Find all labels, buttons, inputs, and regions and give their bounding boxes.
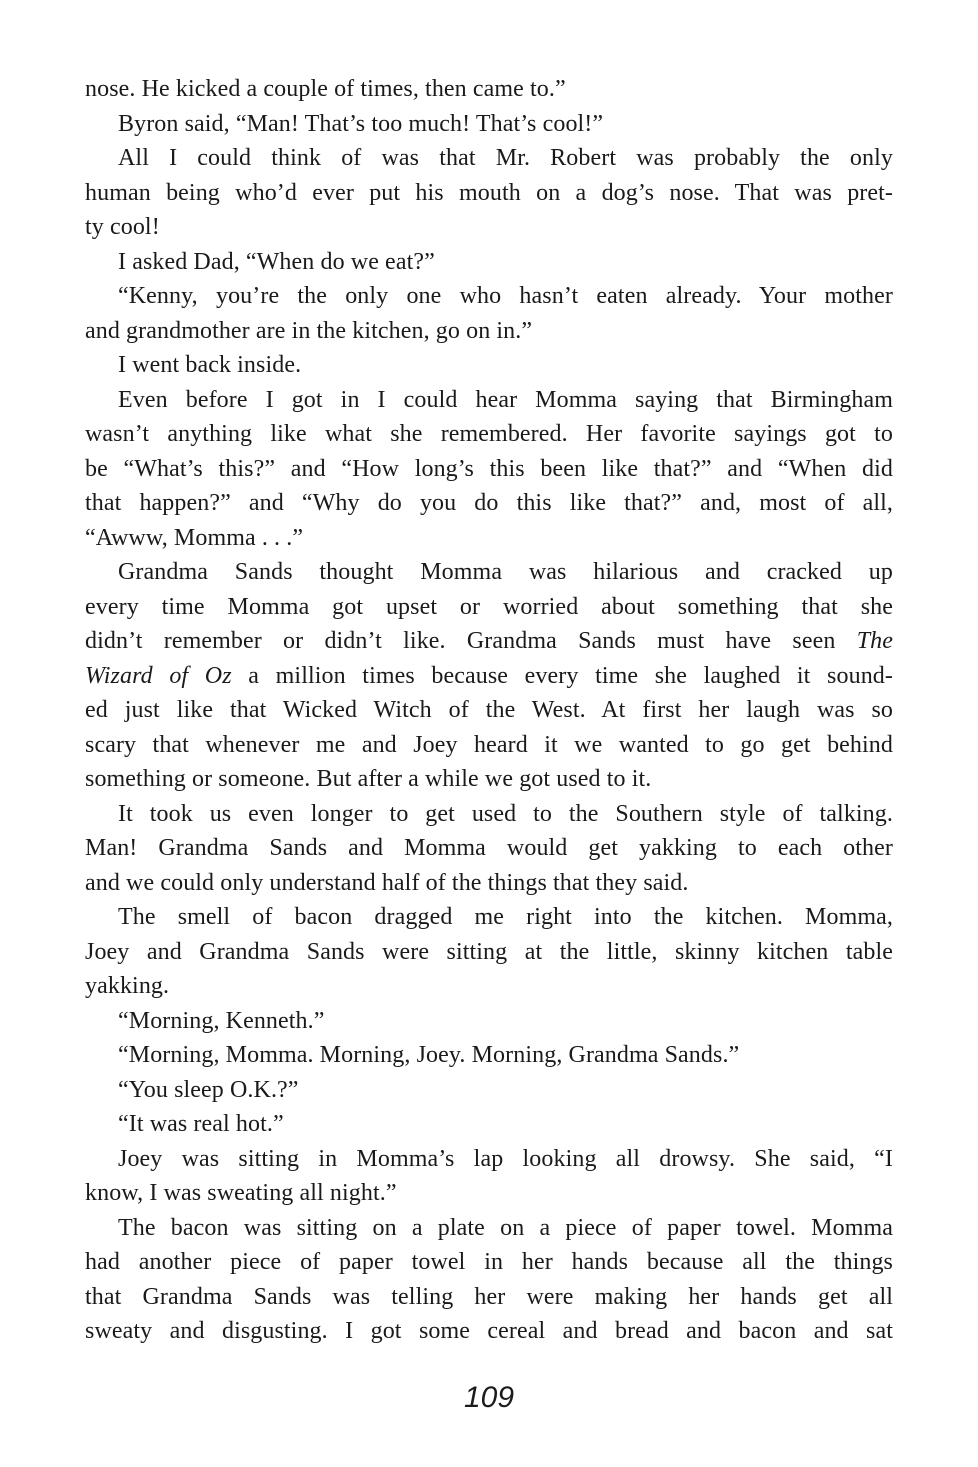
text-line xyxy=(85,107,893,142)
text-run: “Morning, Momma. Morning, Joey. Morning, Grandma Sands.” xyxy=(118,1042,740,1068)
text-line xyxy=(85,486,893,521)
text-run: that happen?” and “Why do you do this like that?” and, most of all, xyxy=(85,490,893,516)
text-line xyxy=(85,831,893,866)
text-line xyxy=(85,555,893,590)
text-line xyxy=(85,1211,893,1246)
text-run: Byron said, “Man! That’s too much! That’s cool!” xyxy=(118,110,604,137)
text-run: yakking. xyxy=(85,973,170,999)
text-run: Man! Grandma Sands and Momma would get yakking to each other xyxy=(85,835,893,861)
text-run: ed just like that Wicked Witch of the West. At first her laugh was so xyxy=(85,697,893,723)
text-line xyxy=(85,1245,893,1280)
text-line xyxy=(85,659,893,694)
text-run: Even before I got in I could hear Momma saying that Birmingham xyxy=(118,386,893,413)
text-line xyxy=(85,1314,893,1349)
text-run: All I could think of was that Mr. Robert was probably the only xyxy=(118,145,893,171)
text-run: be “What’s this?” and “How long’s this been like that?” and “When did xyxy=(85,455,893,482)
text-line xyxy=(85,590,893,625)
text-run: scary that whenever me and Joey heard it we wanted to go get behind xyxy=(85,731,893,758)
text-line xyxy=(85,417,893,452)
text-line xyxy=(85,279,893,314)
text-run: didn’t remember or didn’t like. Grandma Sands must have seen xyxy=(85,628,857,654)
text-run: I asked Dad, “When do we eat?” xyxy=(118,248,435,275)
text-run: nose. He kicked a couple of times, then came to.” xyxy=(85,76,566,102)
text-run: human being who’d ever put his mouth on a dog’s nose. That was pret- xyxy=(85,179,893,206)
text-line xyxy=(85,1142,893,1177)
text-line xyxy=(85,693,893,728)
text-line xyxy=(85,1107,893,1142)
text-line xyxy=(85,72,893,107)
text-line xyxy=(85,1038,893,1073)
text-run: and we could only understand half of the things that they said. xyxy=(85,869,689,896)
text-line xyxy=(85,935,893,970)
text-line xyxy=(85,969,893,1004)
text-run: something or someone. But after a while we got used to it. xyxy=(85,766,652,792)
text-run: and grandmother are in the kitchen, go on in.” xyxy=(85,317,533,344)
text-line xyxy=(85,1004,893,1039)
text-line xyxy=(85,1176,893,1211)
text-line xyxy=(85,866,893,901)
text-line xyxy=(85,348,893,383)
text-run: sweaty and disgusting. I got some cereal and bread and bacon and sat xyxy=(85,1318,893,1344)
text-line xyxy=(85,141,893,176)
italic-text-run: The xyxy=(856,628,893,654)
text-run: that Grandma Sands was telling her were making her hands get all xyxy=(85,1283,893,1310)
text-run: every time Momma got upset or worried about something that she xyxy=(85,593,893,620)
text-run: It took us even longer to get used to the Southern style of talking. xyxy=(118,800,893,827)
text-line xyxy=(85,762,893,797)
text-line xyxy=(85,210,893,245)
text-line xyxy=(85,245,893,280)
text-line xyxy=(85,1073,893,1108)
text-run: “It was real hot.” xyxy=(118,1111,284,1137)
text-line xyxy=(85,900,893,935)
italic-text-run: Wizard of Oz xyxy=(85,662,232,689)
text-run: know, I was sweating all night.” xyxy=(85,1180,397,1206)
text-line xyxy=(85,728,893,763)
text-run: “You sleep O.K.?” xyxy=(118,1076,299,1103)
text-run: ty cool! xyxy=(85,214,160,240)
text-line xyxy=(85,452,893,487)
text-line xyxy=(85,521,893,556)
text-run: The smell of bacon dragged me right into the kitchen. Momma, xyxy=(118,904,893,930)
text-line xyxy=(85,624,893,659)
text-run: Joey and Grandma Sands were sitting at the little, skinny kitchen table xyxy=(85,938,893,965)
text-run: a million times because every time she laughed it sound- xyxy=(231,662,893,689)
text-run: “Awww, Momma . . .” xyxy=(85,524,304,551)
text-run: I went back inside. xyxy=(118,352,302,378)
text-line xyxy=(85,383,893,418)
text-line xyxy=(85,176,893,211)
text-run: Joey was sitting in Momma’s lap looking all drowsy. She said, “I xyxy=(118,1145,893,1172)
text-run: had another piece of paper towel in her hands because all the things xyxy=(85,1249,893,1275)
text-line xyxy=(85,314,893,349)
text-line xyxy=(85,797,893,832)
text-run: wasn’t anything like what she remembered. Her favorite sayings got to xyxy=(85,421,893,447)
page-number: 109 xyxy=(463,1381,515,1414)
text-run: “Morning, Kenneth.” xyxy=(118,1007,325,1034)
text-run: “Kenny, you’re the only one who hasn’t eaten already. Your mother xyxy=(118,283,893,309)
text-block xyxy=(85,72,893,1349)
text-line xyxy=(85,1280,893,1315)
text-run: Grandma Sands thought Momma was hilarious and cracked up xyxy=(118,559,893,585)
text-run: The bacon was sitting on a plate on a piece of paper towel. Momma xyxy=(118,1214,893,1241)
